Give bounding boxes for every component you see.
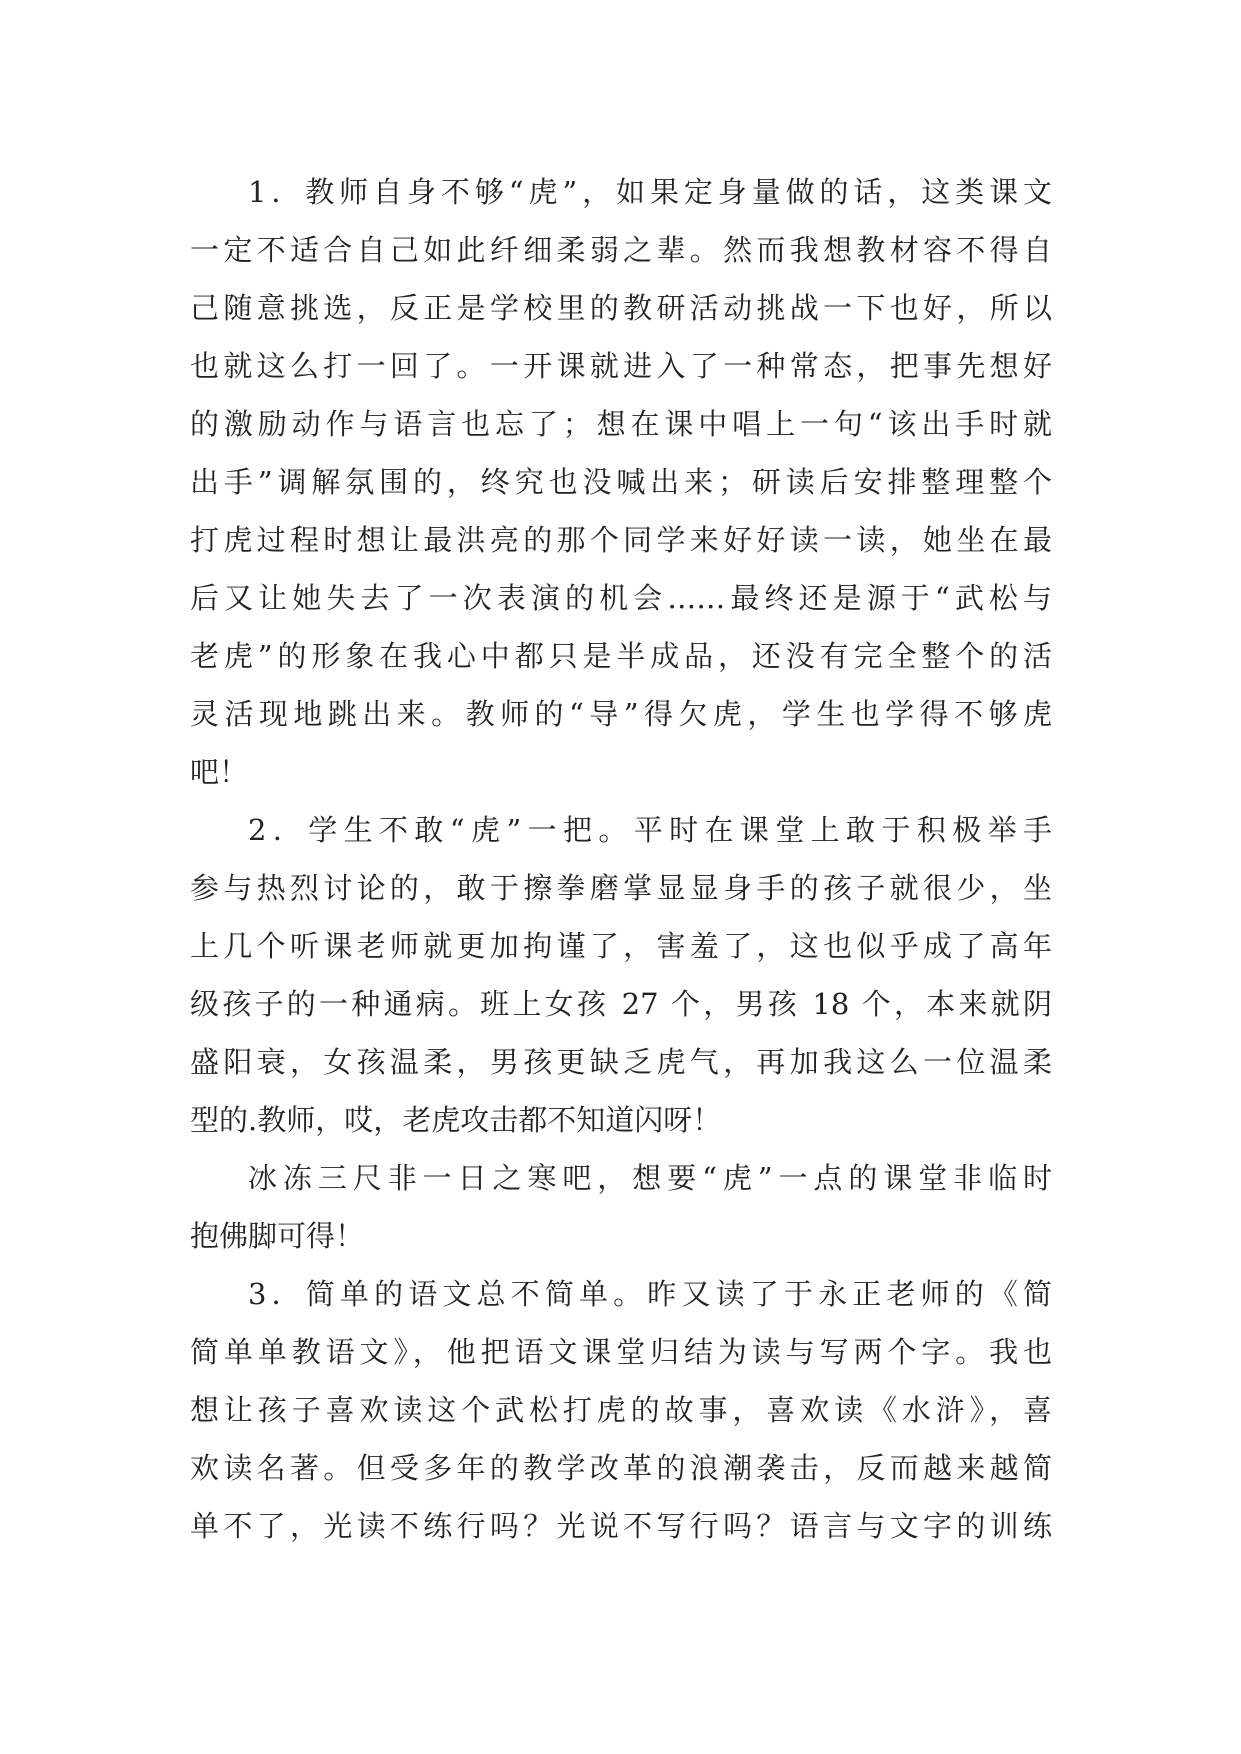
paragraph-3 — [190, 1149, 1052, 1265]
text-line: 简单单教语文》，他把语文课堂归结为读与写两个字。我也 — [190, 1335, 1052, 1369]
text-line: 2．学生不敢“虎”一把。平时在课堂上敢于积极举手 — [248, 813, 1052, 847]
text-line: 型的.教师，哎，老虎攻击都不知道闪呀！ — [190, 1103, 722, 1137]
text-line: 的激励动作与语言也忘了；想在课中唱上一句“该出手时就 — [190, 407, 1052, 441]
text-line: 上几个听课老师就更加拘谨了，害羞了，这也似乎成了高年 — [190, 929, 1052, 963]
text-line: 己随意挑选，反正是学校里的教研活动挑战一下也好，所以 — [190, 291, 1052, 325]
text-line: 一定不适合自己如此纤细柔弱之辈。然而我想教材容不得自 — [190, 233, 1052, 267]
body-text — [190, 163, 1052, 1555]
text-line: 也就这么打一回了。一开课就进入了一种常态，把事先想好 — [190, 349, 1052, 383]
text-line: 抱佛脚可得！ — [190, 1219, 365, 1253]
text-line: 欢读名著。但受多年的教学改革的浪潮袭击，反而越来越简 — [190, 1451, 1052, 1485]
text-line: 后又让她失去了一次表演的机会……最终还是源于“武松与 — [190, 581, 1052, 615]
paragraph-2 — [190, 801, 1052, 1149]
text-line: 出手”调解氛围的，终究也没喊出来；研读后安排整理整个 — [190, 465, 1052, 499]
text-line: 级孩子的一种通病。班上女孩 27 个，男孩 18 个，本来就阴 — [190, 987, 1052, 1021]
text-line: 3．简单的语文总不简单。昨又读了于永正老师的《简 — [248, 1277, 1052, 1311]
paragraph-4 — [190, 1265, 1052, 1555]
text-line: 单不了，光读不练行吗？光说不写行吗？语言与文字的训练 — [190, 1509, 1052, 1543]
text-line: 冰冻三尺非一日之寒吧，想要“虎”一点的课堂非临时 — [248, 1161, 1052, 1195]
paragraph-1 — [190, 163, 1052, 801]
text-line: 打虎过程时想让最洪亮的那个同学来好好读一读，她坐在最 — [190, 523, 1052, 557]
text-line: 想让孩子喜欢读这个武松打虎的故事，喜欢读《水浒》，喜 — [190, 1393, 1052, 1427]
text-line: 灵活现地跳出来。教师的“导”得欠虎，学生也学得不够虎 — [190, 697, 1052, 731]
text-line: 1．教师自身不够“虎”，如果定身量做的话，这类课文 — [248, 175, 1052, 209]
text-line: 老虎”的形象在我心中都只是半成品，还没有完全整个的活 — [190, 639, 1052, 673]
text-line: 参与热烈讨论的，敢于擦拳磨掌显显身手的孩子就很少，坐 — [190, 871, 1052, 905]
text-line: 吧！ — [190, 755, 249, 789]
text-line: 盛阳衰，女孩温柔，男孩更缺乏虎气，再加我这么一位温柔 — [190, 1045, 1052, 1079]
